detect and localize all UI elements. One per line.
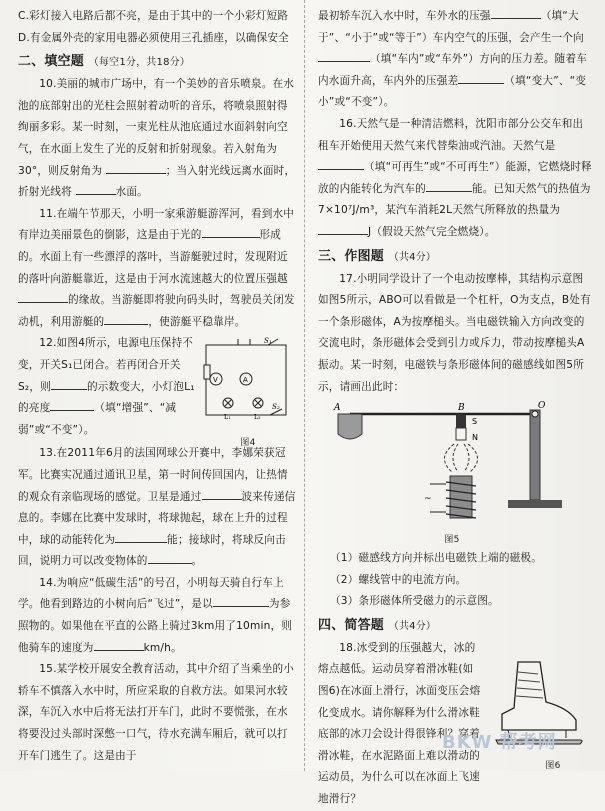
answer-blank[interactable] — [94, 638, 144, 651]
fig5-label-S: S — [472, 417, 478, 427]
section3-title: 三、作图题 — [318, 248, 385, 264]
svg-text:A: A — [243, 376, 248, 385]
answer-blank[interactable] — [148, 551, 192, 564]
question-18-block — [318, 638, 594, 811]
answer-blank[interactable] — [104, 312, 148, 325]
q13-text-d: 。 — [191, 555, 203, 568]
answer-blank[interactable] — [202, 225, 260, 238]
answer-blank[interactable] — [76, 182, 116, 195]
section4-title: 四、简答题 — [318, 617, 385, 633]
figure-6-caption: 图6 — [545, 760, 561, 771]
q12-text-a: 12.如图4所示，电源电压保持不变，开关S₁已闭合。若再闭合开关S₂，则 — [18, 337, 194, 393]
left-column — [18, 6, 296, 767]
question-12 — [18, 333, 196, 441]
q16-text-d: J（假设天然气完全燃烧）。 — [368, 225, 496, 238]
answer-blank[interactable] — [491, 6, 541, 19]
q15-text-e: （填“大于”、“小于”或“等于”）车内空气的压强，会产生一个向 — [318, 10, 584, 44]
svg-text:L₂: L₂ — [254, 414, 261, 422]
q14-text-c: km/h。 — [143, 641, 182, 654]
question-18: 18.冰受到的压强越大，冰的熔点越低。运动员穿着滑冰鞋(如图6)在冰面上滑行，冰面变压会熔化变成水。请你解释为什么滑冰鞋底部的冰刀会设计得很锋利？穿着滑冰鞋，在水泥路面上难以滑动的运动员，为什么可以在冰面上飞速地滑行？ — [318, 641, 481, 806]
question-15-cont — [318, 6, 594, 114]
section2-title: 二、填空题 — [18, 54, 85, 70]
fig5-label-N: N — [472, 433, 479, 443]
svg-text:~: ~ — [424, 494, 432, 505]
figure-5-caption: 图5 — [444, 535, 460, 546]
q16-text-c: 能。已知天然气的热值为7×10⁷J/m³，某汽车消耗2L天然气所释放的热量为 — [318, 182, 591, 217]
answer-blank[interactable] — [318, 157, 364, 170]
q11-text-d: ，使游艇平稳靠岸。 — [148, 315, 246, 328]
q13-text-b: 波来传递信息的。李娜在比赛中发球时，将球抛起，球在上升的过程中，球的动能转化为 — [18, 490, 296, 546]
answer-blank[interactable] — [318, 49, 370, 62]
question-13 — [18, 443, 296, 573]
right-column — [318, 6, 594, 811]
figure-4-caption: 图4 — [240, 438, 256, 449]
question-17: 17.小明同学设计了一个电动按摩棒，其结构示意图如图5所示，ABO可以看做是一个杠杆，O为支点，B处有一个条形磁体，A为按摩槌头。当电磁铁输入方向改变的交流电时，条形磁体会受到引力或斥力，带动按摩槌头A振动。某一时刻，电磁铁与条形磁体间的磁感线如图5所示，请画出此时： — [318, 272, 591, 393]
list-item: （1）磁感线方向并标出电磁铁上端的磁极。 — [330, 552, 543, 565]
q16-text-b: （填“可再生”或“不可再生”）能源，它燃烧时释放的内能转化为汽车的 — [318, 161, 592, 195]
section4-note: （共4分） — [388, 620, 437, 632]
figure-4-circuit — [198, 335, 294, 435]
q11-text-b: 形成的。水面上有一些漂浮的落叶，当游艇驶过时，发现附近的落叶向游艇靠近，这是由于河水流速越大的位置压强越 — [18, 229, 288, 285]
question-15-start: 15.某学校开展安全教育活动，其中介绍了当乘坐的小轿车不慎落入水中时，所应采取的自救方法。如果河水较深，车沉入水中后将无法打开车门，此时不要慌张，在水将要没过头部时深憋一口气，待水充满车厢后，就可以打开车门逃生了。这是由于 — [18, 663, 295, 762]
q14-text-b: 为参照物的。如果他在平直的公路上骑过3km用了10min，则他骑车的速度为 — [18, 598, 293, 654]
svg-text:L₁: L₁ — [224, 414, 231, 422]
answer-blank[interactable] — [18, 290, 68, 303]
question-14 — [18, 573, 296, 659]
q15-text-g: （填“变大”、“变小”或“不变”）。 — [318, 74, 587, 109]
q10-text-c: 水面。 — [115, 186, 148, 199]
svg-text:S₁: S₁ — [264, 337, 273, 346]
question-11 — [18, 204, 296, 334]
q13-text-c: 能；接球时，将球反向击回，说明力可以改变物体的 — [18, 533, 286, 568]
question-16 — [318, 114, 594, 244]
q16-text-a: 16.天然气是一种清洁燃料，沈阳市部分公交车和出租车开始使用天然气来代替柴油或汽油。天然气是 — [318, 117, 584, 152]
q10-text-b: ；当入射光线远离水面时，折射光线将 — [18, 164, 296, 199]
answer-blank[interactable] — [458, 71, 504, 84]
column-divider — [304, 0, 305, 771]
option-d: D.有金属外壳的家用电器必须使用三孔插座，以确保安全 — [18, 31, 289, 44]
figure-5-massager-diagram — [324, 400, 588, 530]
q12-text-c: （填“增强”、“减弱”或“不变”）。 — [18, 402, 177, 436]
svg-text:S₂: S₂ — [272, 403, 281, 412]
section2-heading — [18, 51, 296, 74]
answer-blank[interactable] — [106, 161, 166, 174]
list-item: （2）螺线管中的电流方向。 — [330, 573, 467, 586]
fig5-label-B: B — [458, 403, 465, 414]
q10-text-a: 10.美丽的城市广场中，有一个美妙的音乐喷泉。在水池的底部射出的光柱会照射着动听的音乐，将喷泉照射得绚丽多彩。某一时刻，一束光柱从池底通过水面斜射向空气，在水面上发生了光的反射和折射现象。若入射角为30°，则反射角为 — [18, 78, 295, 177]
answer-blank[interactable] — [318, 222, 368, 235]
answer-blank[interactable] — [426, 179, 472, 192]
q15-text-f: （填“车内”或“车外”）方向的压力差。随着车内水面升高，车内外的压强差 — [318, 53, 588, 87]
section3-note: （共4分） — [388, 251, 437, 263]
answer-blank[interactable] — [50, 398, 94, 411]
list-item: （3）条形磁体所受磁力的示意图。 — [330, 595, 499, 608]
question-12-block — [18, 333, 296, 449]
q14-text-a: 14.为响应“低碳生活”的号召，小明每天骑自行车上学。他看到路边的小树向后“飞过”，是以 — [18, 576, 284, 611]
fig5-label-A: A — [334, 403, 341, 414]
section4-heading — [318, 615, 594, 638]
question-10 — [18, 74, 296, 204]
q11-text-a: 11.在端午节那天，小明一家乘游艇游浑河，看到水中有岸边美丽景色的倒影，这是由于光的 — [18, 207, 295, 242]
fig5-label-O: O — [538, 401, 546, 412]
q12-text-b: 的示数变大，小灯泡L₁的亮度 — [18, 380, 195, 415]
answer-blank[interactable] — [115, 530, 167, 543]
figure-5-block — [318, 398, 594, 548]
answer-blank[interactable] — [213, 594, 269, 607]
answer-blank[interactable] — [202, 487, 242, 500]
section2-note: （每空1分，共18分） — [88, 57, 191, 69]
q11-text-c: 的缘故。当游艇即将驶向码头时，驾驶员关闭发动机，利用游艇的 — [18, 294, 295, 328]
site-watermark: BKW 帮考网 — [442, 732, 557, 753]
answer-blank[interactable] — [51, 377, 87, 390]
section3-heading — [318, 246, 594, 269]
option-c: C.彩灯接入电路后都不亮，是由于其中的一个小彩灯短路 — [18, 10, 289, 22]
q13-text-a: 13.在2011年6月的法国网球公开赛中，李娜荣获冠军。比赛实况通过通讯卫星，第一时间传回国内，让热情的观众有亲临现场的感觉。卫星是通过 — [18, 447, 288, 503]
svg-text:V: V — [213, 376, 218, 385]
q15-text-d: 最初轿车沉入水中时，车外水的压强 — [318, 10, 491, 22]
